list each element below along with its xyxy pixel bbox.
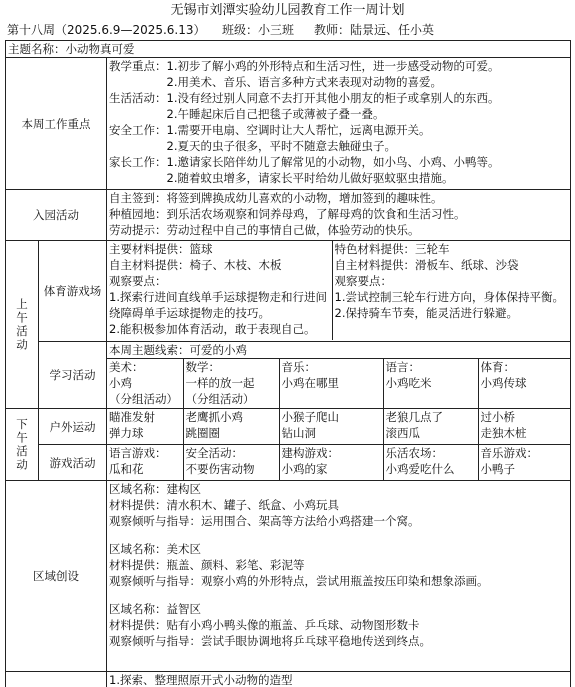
pe-content bbox=[107, 241, 571, 342]
learning-subject: 体育： bbox=[480, 360, 515, 374]
games-content bbox=[107, 445, 571, 481]
outdoor-item-line: 过小桥 bbox=[480, 410, 515, 424]
game-item bbox=[478, 445, 570, 480]
learning-subject: 美术： bbox=[109, 360, 144, 374]
game-item bbox=[107, 445, 183, 480]
learning-activity: 小鸡在哪里 bbox=[281, 376, 339, 390]
learning-activity: 一样的放一起 bbox=[185, 376, 255, 390]
arrival-row bbox=[6, 190, 571, 241]
weekly-focus-label: 本周工作重点 bbox=[6, 58, 107, 190]
focus-line: 2.用美术、音乐、语言多种方式来表现对动物的喜爱。 bbox=[109, 75, 442, 89]
afternoon-label-text: 下午活动 bbox=[15, 417, 29, 472]
outdoor-item bbox=[183, 409, 279, 444]
focus-line: 2.夏天的虫子很多，平时不随意去触碰虫子。 bbox=[109, 139, 396, 153]
areas-content bbox=[107, 481, 571, 672]
learning-mode: （分组活动） bbox=[109, 392, 178, 406]
weekly-focus-row bbox=[6, 58, 571, 190]
learning-language bbox=[383, 359, 478, 409]
pe-right-line: 特色材料提供：三轮车 bbox=[334, 242, 450, 256]
pe-left-line: 自主材料提供：椅子、木枝、木板 bbox=[109, 258, 282, 272]
learning-theme-line: 本周主题线索：可爱的小鸡 bbox=[107, 342, 570, 359]
arrival-label: 入园活动 bbox=[6, 190, 107, 241]
outdoor-item-line: 小猴子爬山 bbox=[281, 410, 339, 424]
pe-left-line: 观察要点： bbox=[109, 274, 167, 288]
arrival-line: 劳动提示：劳动过程中自己的事情自己做，体验劳动的快乐。 bbox=[109, 223, 420, 237]
theme-name: 主题名称：小动物真可爱 bbox=[6, 41, 571, 58]
arrival-line: 自主签到：将签到牌换成幼儿喜欢的小动物，增加签到的趣味性。 bbox=[109, 191, 443, 205]
pe-right-materials bbox=[332, 241, 570, 340]
afternoon-outdoor-row bbox=[6, 409, 571, 445]
learning-pe bbox=[478, 359, 570, 409]
outdoor-item-line: 钻山洞 bbox=[281, 426, 316, 440]
outdoor-item bbox=[279, 409, 383, 444]
pe-right-line: 观察要点： bbox=[334, 274, 392, 288]
learning-activity: 小鸡传球 bbox=[480, 376, 527, 390]
pe-left-line: 1.探索行进间直线单手运球提物走和行进间绕障碍单手运球提物走的技巧。 bbox=[109, 290, 327, 320]
learning-music bbox=[279, 359, 383, 409]
learning-math bbox=[183, 359, 279, 409]
game-item-line: 乐活农场： bbox=[385, 446, 443, 460]
outdoor-content bbox=[107, 409, 571, 445]
morning-label bbox=[6, 241, 39, 409]
learning-subject: 语言： bbox=[385, 360, 420, 374]
areas-label: 区域创设 bbox=[6, 481, 107, 672]
pe-label: 体育游戏场 bbox=[39, 241, 107, 342]
cutoff-content bbox=[107, 672, 571, 687]
outdoor-item-line: 走独木桩 bbox=[480, 426, 527, 440]
pe-left-line: 2.能积极参加体育活动，敢于表现自己。 bbox=[109, 322, 316, 336]
outdoor-item-line: 滚西瓜 bbox=[385, 426, 420, 440]
plan-table bbox=[5, 40, 571, 687]
games-label: 游戏活动 bbox=[39, 445, 107, 481]
theme-row bbox=[6, 41, 571, 58]
arrival-line: 种植园地：到乐活农场观察和饲养母鸡，了解母鸡的饮食和生活习性。 bbox=[109, 207, 466, 221]
area-line: 材料提供：瓶盖、颜料、彩笔、彩泥等 bbox=[109, 558, 305, 572]
game-item-line: 不要伤害动物 bbox=[185, 462, 255, 476]
morning-label-text: 上午活动 bbox=[15, 297, 29, 352]
afternoon-label bbox=[6, 409, 39, 481]
game-item-line: 建构游戏： bbox=[281, 446, 339, 460]
pe-right-line: 自主材料提供：滑板车、纸球、沙袋 bbox=[334, 258, 519, 272]
learning-label: 学习活动 bbox=[39, 342, 107, 409]
area-line: 材料提供：清水积木、罐子、纸盒、小鸡玩具 bbox=[109, 498, 339, 512]
pe-left-line: 主要材料提供：篮球 bbox=[109, 242, 213, 256]
learning-content bbox=[107, 342, 571, 409]
outdoor-item bbox=[107, 409, 183, 444]
teacher-names: 教师：陆景远、任小英 bbox=[314, 23, 435, 37]
outdoor-item-line: 跳圈圈 bbox=[185, 426, 220, 440]
arrival-content bbox=[107, 190, 571, 241]
learning-art bbox=[107, 359, 183, 409]
outdoor-item-line: 老狼几点了 bbox=[385, 410, 443, 424]
outdoor-item bbox=[383, 409, 478, 444]
pe-left-materials bbox=[107, 241, 332, 340]
game-item-line: 安全活动： bbox=[185, 446, 243, 460]
learning-mode: （分组活动） bbox=[185, 392, 255, 406]
learning-subject: 数学： bbox=[185, 360, 220, 374]
games-inner-table bbox=[107, 445, 570, 480]
focus-line: 教学重点：1.初步了解小鸡的外形特点和生活习性，进一步感受动物的可爱。 bbox=[109, 59, 500, 73]
outdoor-item-line: 老鹰抓小鸡 bbox=[185, 410, 243, 424]
class-name: 班级：小三班 bbox=[222, 23, 295, 37]
focus-line: 2.随着蚊虫增多，请家长平时给幼儿做好驱蚊驱虫措施。 bbox=[109, 171, 454, 185]
cutoff-row bbox=[6, 672, 571, 687]
focus-line: 安全工作：1.需要开电扇、空调时让大人帮忙，远离电源开关。 bbox=[109, 123, 431, 137]
game-item bbox=[383, 445, 478, 480]
game-item-line: 音乐游戏： bbox=[480, 446, 538, 460]
outdoor-item-line: 弹力球 bbox=[109, 426, 144, 440]
areas-row bbox=[6, 481, 571, 672]
learning-activity: 小鸡吃米 bbox=[385, 376, 432, 390]
focus-line: 生活活动：1.没有经过别人同意不去打开其他小朋友的柜子或拿别人的东西。 bbox=[109, 91, 500, 105]
focus-line: 2.午睡起床后自己把毯子或薄被子叠一叠。 bbox=[109, 107, 385, 121]
weekly-focus-content bbox=[107, 58, 571, 190]
area-line: 区域名称：美术区 bbox=[109, 542, 201, 556]
area-line: 材料提供：贴有小鸡小鸭头像的瓶盖、乒乓球、动物图形数卡 bbox=[109, 618, 420, 632]
outdoor-item-line: 瞄准发射 bbox=[109, 410, 155, 424]
game-item-line: 瓜和花 bbox=[109, 462, 144, 476]
focus-line: 家长工作：1.邀请家长陪伴幼儿了解常见的小动物，如小鸟、小鸡、小鸭等。 bbox=[109, 155, 500, 169]
area-line: 观察倾听与指导：尝试手眼协调地将乒乓球平稳地传送到终点。 bbox=[109, 634, 431, 648]
learning-activity: 小鸡 bbox=[109, 376, 132, 390]
pe-inner-table bbox=[107, 241, 570, 340]
morning-pe-row bbox=[6, 241, 571, 342]
game-item-line: 语言游戏： bbox=[109, 446, 167, 460]
outdoor-item bbox=[478, 409, 570, 444]
learning-subject: 音乐： bbox=[281, 360, 316, 374]
game-item-line: 小鸭子 bbox=[480, 462, 515, 476]
area-line: 观察倾听与指导：观察小鸡的外形特点，尝试用瓶盖按压印染和想象添画。 bbox=[109, 574, 489, 588]
area-line: 区域名称：建构区 bbox=[109, 482, 201, 496]
game-item-line: 小鸡爱吃什么 bbox=[385, 462, 455, 476]
outdoor-label: 户外运动 bbox=[39, 409, 107, 445]
afternoon-games-row bbox=[6, 445, 571, 481]
game-item bbox=[183, 445, 279, 480]
area-line: 观察倾听与指导：运用围合、架高等方法给小鸡搭建一个窝。 bbox=[109, 514, 420, 528]
document-title: 无锡市刘潭实验幼儿园教育工作一周计划 bbox=[170, 3, 405, 18]
pe-right-line: 2.保持骑车节奏，能灵活进行躲避。 bbox=[334, 306, 518, 320]
outdoor-inner-table bbox=[107, 409, 570, 444]
cutoff-left-cell bbox=[6, 672, 107, 687]
document-meta bbox=[0, 22, 575, 40]
area-line: 区域名称：益智区 bbox=[109, 602, 201, 616]
learning-inner-table bbox=[107, 342, 570, 408]
morning-learning-row bbox=[6, 342, 571, 409]
cutoff-line: 1.探索、整理照原开式小动物的造型 bbox=[109, 673, 293, 687]
game-item bbox=[279, 445, 383, 480]
game-item-line: 小鸡的家 bbox=[281, 462, 328, 476]
week-range: 第十八周（2025.6.9—2025.6.13） bbox=[7, 23, 206, 37]
pe-right-line: 1.尝试控制三轮车行进方向，身体保持平衡。 bbox=[334, 290, 564, 304]
